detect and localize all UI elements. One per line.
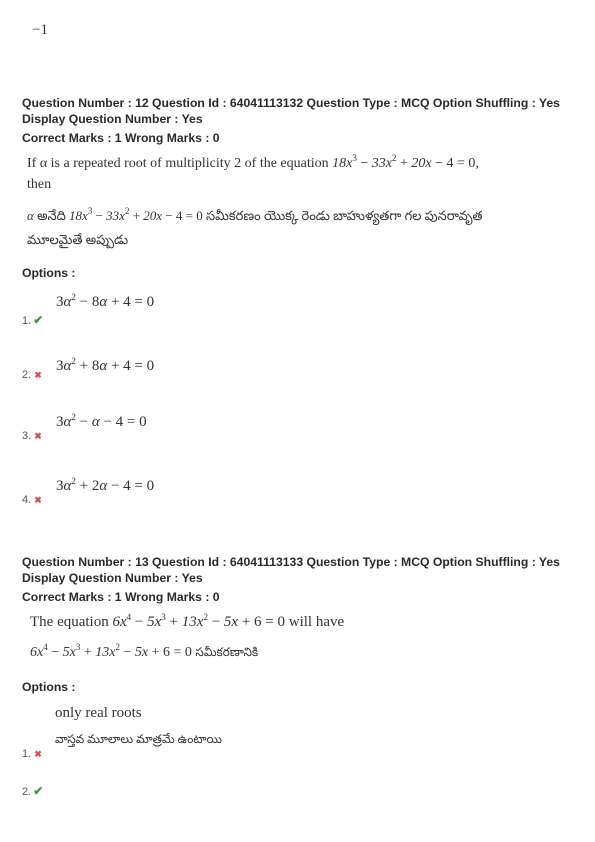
q12-marks: Correct Marks : 1 Wrong Marks : 0 (22, 131, 220, 145)
check-icon: ✔ (33, 784, 44, 798)
cross-icon: ✖ (34, 495, 42, 505)
cross-icon: ✖ (34, 370, 42, 380)
q12-meta-line1: Question Number : 12 Question Id : 64041113132 Question Type : MCQ Option Shuffling : Yes (22, 96, 560, 110)
q13-question-en (30, 614, 344, 631)
q12-te-equation: α అనేది $18x^3 - 33x^2 + 20x - 4 = 0$ (27, 206, 203, 223)
q12-equation: $18x^3 - 33x^2 + 20x - 4 = 0$, (332, 153, 479, 171)
q13-option-1-text-en: only real roots (55, 705, 142, 721)
q12-question-te-line2: మూలమైతే అప్పుడు (27, 232, 129, 247)
q12-option-4-text: $3\alpha^2 + 2\alpha - 4 = 0$ (56, 476, 155, 494)
q12-option-1-text: $3\alpha^2 - 8\alpha + 4 = 0$ (56, 292, 155, 310)
q12-meta-line2: Display Question Number : Yes (22, 112, 203, 126)
cross-icon: ✖ (34, 431, 42, 441)
q12-question-te (27, 208, 483, 227)
q13-option-2-marker: 2. ✔ (22, 784, 44, 798)
q12-question-then: then (27, 177, 52, 192)
q12-question-en (27, 153, 479, 172)
q12-options-label: Options : (22, 266, 76, 280)
q12-option-4-marker: 4. ✖ (22, 494, 42, 506)
q12-question-en-prefix: If α is a repeated root of multiplicity 2 of the equation (27, 156, 329, 171)
q13-meta-line2: Display Question Number : Yes (22, 571, 203, 585)
q13-question-te (30, 642, 259, 662)
q12-option-3-text: $3\alpha^2 - \alpha - 4 = 0$ (56, 412, 147, 430)
q13-marks: Correct Marks : 1 Wrong Marks : 0 (22, 590, 220, 604)
q12-option-3-marker: 3. ✖ (22, 430, 42, 442)
q12-option-2-marker: 2. ✖ (22, 369, 42, 381)
q13-question-en-prefix: The equation (30, 614, 109, 630)
cross-icon: ✖ (34, 749, 42, 759)
q13-option-1-text-te: వాస్తవ మూలాలు మాత్రమే ఉంటాయి (55, 732, 222, 746)
q13-te-equation: $6x^4 - 5x^3 + 13x^2 - 5x + 6 = 0$ (30, 642, 192, 660)
q13-te-suffix: సమీకరణానికి (195, 645, 259, 659)
q13-options-label: Options : (22, 680, 76, 694)
q12-option-1-marker: 1. ✔ (22, 313, 44, 327)
q12-te-suffix: సమీకరణం యొక్క రెండు బాహుళ్యతగా గల పునరావృత (206, 208, 483, 223)
q13-meta-line1: Question Number : 13 Question Id : 64041113133 Question Type : MCQ Option Shuffling : Yes (22, 555, 560, 569)
q13-option-1-marker: 1. ✖ (22, 748, 42, 760)
q12-option-2-text: $3\alpha^2 + 8\alpha + 4 = 0$ (56, 356, 155, 374)
page-top-number: −1 (32, 22, 48, 38)
q13-equation: $6x^4 - 5x^3 + 13x^2 - 5x + 6 = 0$ (112, 612, 285, 630)
q13-question-en-suffix: will have (288, 614, 345, 630)
check-icon: ✔ (33, 313, 44, 327)
